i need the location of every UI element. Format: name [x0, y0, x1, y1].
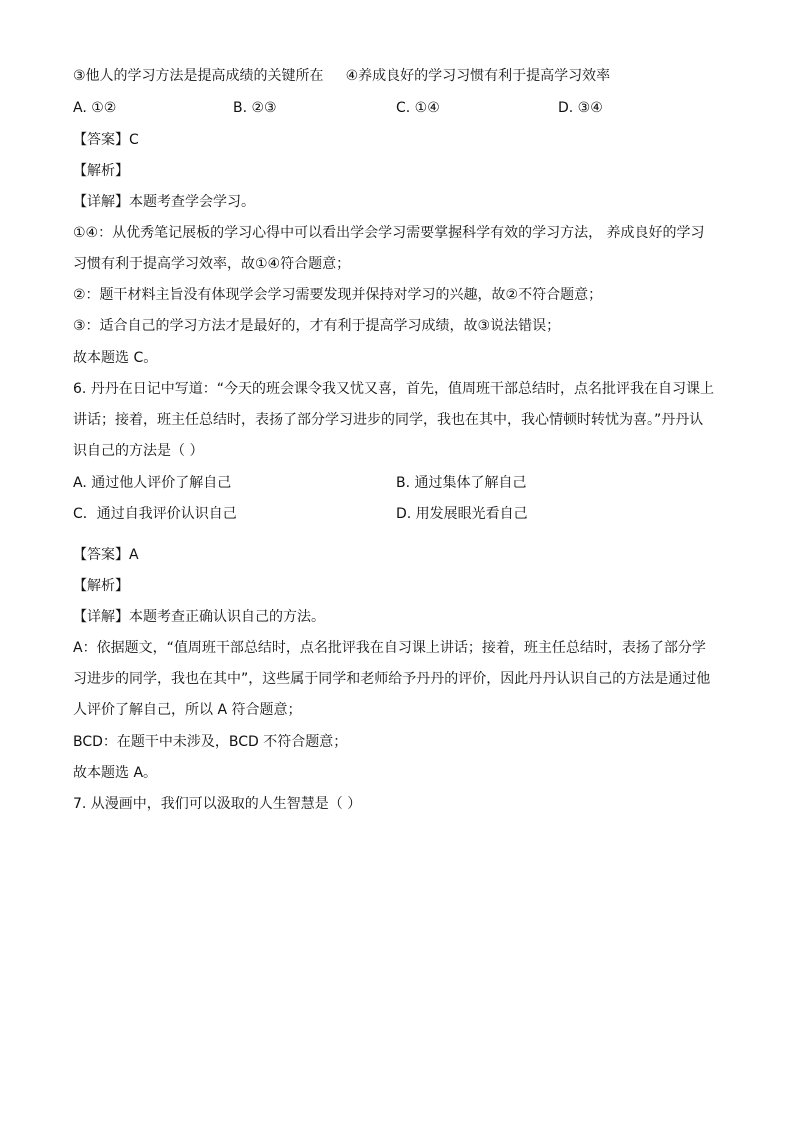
q5-explanation-14-line1: ①④：从优秀笔记展板的学习心得中可以看出学会学习需要掌握科学有效的学习方法， 养成良好的学习 [73, 225, 705, 241]
q5-explanation-3: ③：适合自己的学习方法才是最好的，才有利于提高学习成绩，故③说法错误； [73, 318, 561, 334]
q6-conclusion: 故本题选 A。 [73, 765, 158, 781]
q7-stem: 7. 从漫画中，我们可以汲取的人生智慧是（ ） [73, 796, 362, 812]
q6-option-d: D. 用发展眼光看自己 [396, 506, 528, 522]
q6-option-a: A. 通过他人评价了解自己 [73, 475, 232, 491]
q5-statement-4: ④养成良好的学习习惯有利于提高学习效率 [345, 68, 611, 84]
q6-option-b: B. 通过集体了解自己 [396, 475, 527, 491]
q5-explanation-2: ②：题干材料主旨没有体现学会学习需要发现并保持对学习的兴趣，故②不符合题意； [73, 287, 603, 303]
q6-stem-line2: 讲话；接着，班主任总结时，表扬了部分学习进步的同学，我也在其中，我心情顿时转忧为喜。”丹丹认 [73, 412, 704, 428]
q6-detail: 【详解】本题考查正确认识自己的方法。 [73, 609, 325, 625]
q5-detail: 【详解】本题考查学会学习。 [73, 194, 255, 210]
q5-analysis-label: 【解析】 [73, 163, 129, 179]
q6-explanation-a-line3: 人评价了解自己，所以 A 符合题意； [73, 702, 302, 718]
q5-option-b: B. ②③ [233, 100, 277, 116]
q6-analysis-label: 【解析】 [73, 578, 129, 594]
q5-conclusion: 故本题选 C。 [73, 350, 158, 366]
q6-stem-line1: 6. 丹丹在日记中写道：“今天的班会课令我又忧又喜，首先，值周班干部总结时，点名批评我在自习课上 [73, 381, 715, 397]
q6-stem-line3: 识自己的方法是（ ） [73, 443, 204, 459]
q5-statements [73, 66, 610, 86]
q6-option-c: C．通过自我评价认识自己 [73, 506, 237, 522]
q5-option-a: A. ①② [73, 100, 117, 116]
q5-option-d: D. ③④ [558, 100, 603, 116]
q6-explanation-a-line2: 习进步的同学，我也在其中”，这些属于同学和老师给予丹丹的评价，因此丹丹认识自己的方法是通过他 [73, 671, 711, 687]
q5-option-c: C. ①④ [396, 100, 440, 116]
q6-explanation-a-line1: A：依据题文，“值周班干部总结时，点名批评我在自习课上讲话；接着，班主任总结时，表扬了部分学 [73, 640, 706, 656]
q5-statement-3: ③他人的学习方法是提高成绩的关键所在 [73, 68, 324, 84]
q5-explanation-14-line2: 习惯有利于提高学习效率，故①④符合题意； [73, 256, 351, 272]
q6-answer: 【答案】A [73, 547, 139, 563]
q5-answer: 【答案】C [73, 132, 139, 148]
q6-explanation-bcd: BCD：在题干中未涉及，BCD 不符合题意； [73, 734, 348, 750]
